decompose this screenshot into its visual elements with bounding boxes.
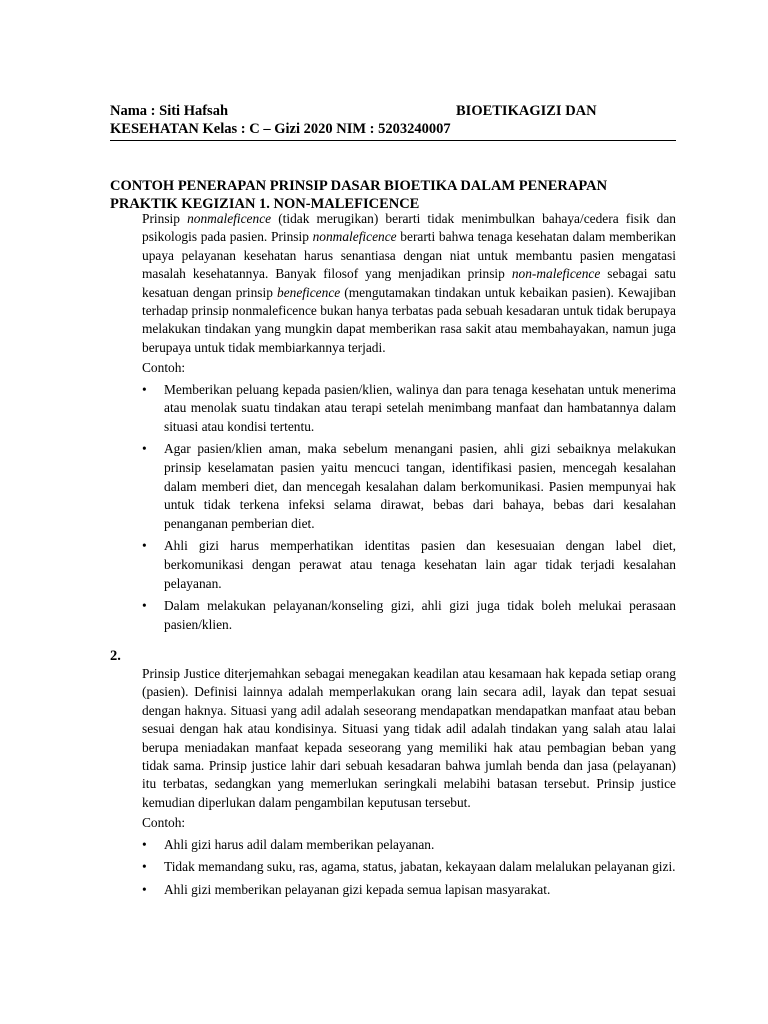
document-title: CONTOH PENERAPAN PRINSIP DASAR BIOETIKA DALAM PENERAPAN PRAKTIK KEGIZIAN 1. NON-MALEFICENCE (110, 178, 608, 212)
list-item (142, 597, 676, 634)
paragraph-italic-term: nonmaleficence (312, 229, 397, 245)
header-line-2: KESEHATAN Kelas : C – Gizi 2020 NIM : 5203240007 (110, 121, 451, 137)
section-nonmaleficence (142, 210, 676, 638)
list-item (142, 381, 676, 437)
paragraph-italic-term: non-maleficence (511, 266, 601, 282)
paragraph-italic-term: nonmaleficence (187, 211, 272, 226)
nonmaleficence-paragraph (142, 210, 676, 357)
list-item-text: Dalam melakukan pelayanan/konseling gizi, ahli gizi juga tidak boleh melukai perasaan pasien/klien. (164, 598, 676, 632)
nonmaleficence-examples (142, 381, 676, 635)
paragraph-text: sebagai satu kesatuan dengan prinsip (142, 266, 676, 300)
justice-paragraph: Prinsip Justice diterjemahkan sebagai menegakan keadilan atau kesamaan hak kepada setiap orang (pasien). Definisi lainnya adalah memperlakukan orang lain secara adil, layak dan tepat sesuai dengan haknya. Situasi yang adil adalah seseorang mendapatkan mendapatkan manfaat atau beban sesuai dengan hak atau kondisinya. Situasi yang tidak adil adalah tindakan yang salah atau lalai berupa meniadakan manfaat kepada seseorang yang memiliki hak atau pembagian beban yang tidak sama. Prinsip justice lahir dari sebuah kesadaran bahwa jumlah benda dan jasa (pelayanan) itu terbatas, sedangkan yang memerlukan seringkali melabihi batasan tersebut. Prinsip justice kemudian diperlukan dalam pengambilan keputusan tersebut. (142, 666, 676, 810)
contoh-label: Contoh: (142, 815, 186, 831)
contoh-label: Contoh: (142, 360, 186, 376)
list-item-text: Ahli gizi harus adil dalam memberikan pelayanan. (164, 836, 435, 852)
paragraph-text: berarti bahwa tenaga kesehatan dalam memberikan upaya pelayanan kesehatan harus senantiasa dengan niat untuk membantu pasien mengatasi masalah kesehatannya. Banyak filosof yang menjadikan prinsip (142, 229, 677, 282)
list-item-text: Memberikan peluang kepada pasien/klien, walinya dan para tenaga kesehatan untuk menerima atau menolak suatu tindakan atau terapi setelah menimbang manfaat dan hambatannya dalam situasi atau kondisi tertentu. (164, 381, 676, 434)
bullet-icon: • (142, 598, 147, 614)
list-item-text: Ahli gizi memberikan pelayanan gizi kepada semua lapisan masyarakat. (164, 881, 551, 897)
list-item-text: Ahli gizi harus memperhatikan identitas pasien dan kesesuaian dengan label diet, berkomunikasi dengan perawat atau tenaga kesehatan lain agar tidak terjadi kesalahan pelayanan. (164, 538, 676, 591)
bullet-icon: • (142, 381, 147, 397)
list-item-text: Tidak memandang suku, ras, agama, status, jabatan, kekayaan dalam melalukan pelayanan gizi. (164, 859, 676, 875)
header-line-1 (110, 103, 676, 120)
section-number-2: 2. (110, 648, 121, 664)
list-item-text: Agar pasien/klien aman, maka sebelum menangani pasien, ahli gizi sebaiknya melakukan prinsip keselamatan pasien yaitu mencuci tangan, identifikasi pasien, mencegah kesalahan dalam memberi diet, dan mencegah kesalahan dalam berkomunikasi. Pasien mempunyai hak untuk tidak terkena infeksi selama dirawat, bebas dari bahaya, bebas dari kesalahan penanganan pemberian diet. (164, 441, 676, 531)
bullet-icon: • (142, 836, 147, 852)
paragraph-italic-term: beneficence (277, 284, 341, 300)
list-item (142, 836, 676, 855)
bullet-icon: • (142, 538, 147, 554)
student-name: Nama : Siti Hafsah (110, 103, 229, 119)
paragraph-text: Prinsip (142, 211, 188, 226)
course-title: BIOETIKAGIZI DAN (456, 103, 597, 119)
paragraph-text: (mengutamakan tindakan untuk kebaikan pasien). Kewajiban terhadap prinsip nonmaleficence bukan hanya terbatas pada sebuah kesadaran untuk tidak berupaya melakukan tindakan yang mungkin dapat memberikan rasa sakit atau membahayakan, namun juga berupaya untuk tidak membiarkannya terjadi. (142, 284, 676, 355)
list-item (142, 858, 676, 877)
header-rule (110, 140, 676, 141)
section-justice (142, 665, 676, 903)
bullet-icon: • (142, 859, 147, 875)
list-item (142, 537, 676, 593)
bullet-icon: • (142, 881, 147, 897)
list-item (142, 881, 676, 900)
list-item (142, 440, 676, 533)
bullet-icon: • (142, 441, 147, 457)
paragraph-text: (tidak merugikan) berarti tidak menimbulkan bahaya/cedera fisik dan psikologis pada pasien. Prinsip (142, 211, 676, 245)
justice-examples (142, 836, 676, 900)
